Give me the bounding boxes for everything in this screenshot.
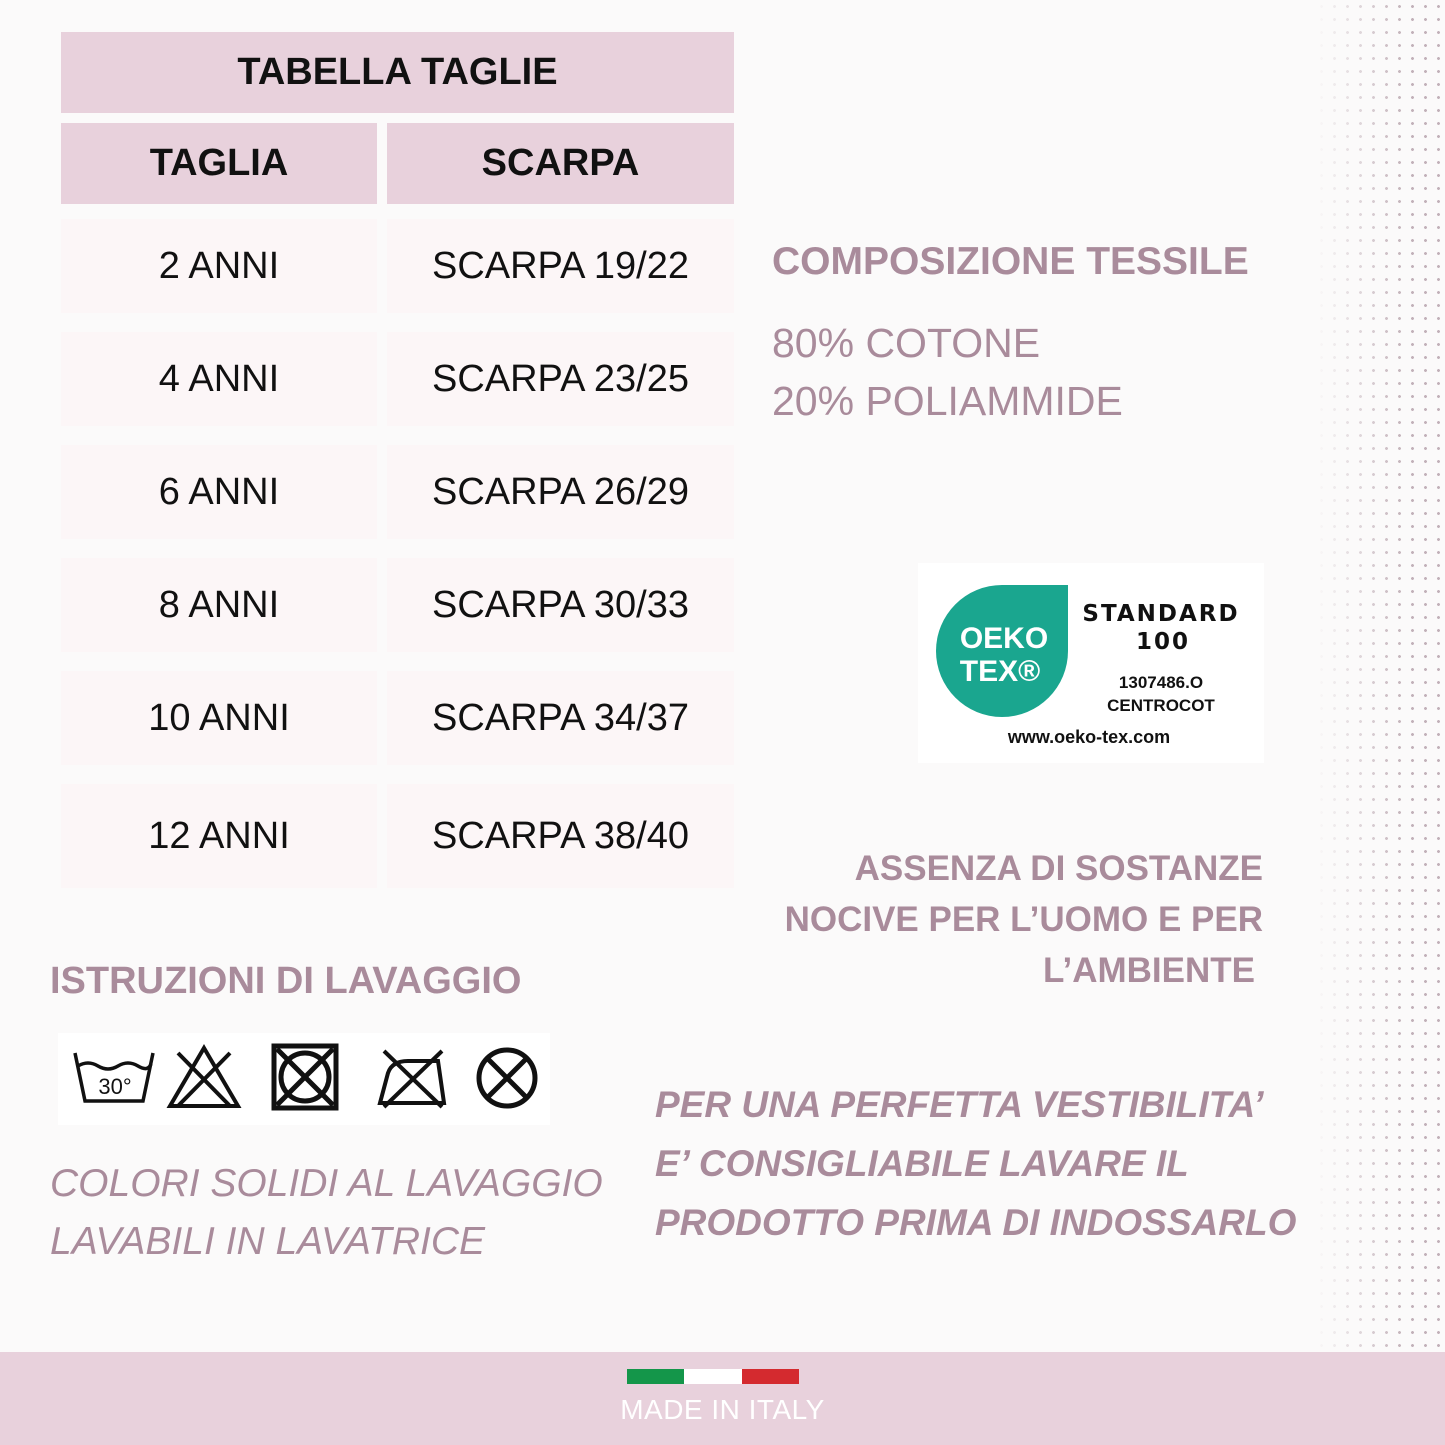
italian-flag-icon — [627, 1369, 799, 1384]
oeko-certificate-number: 1307486.O — [1118, 673, 1204, 692]
oeko-standard-number: 100 — [1135, 629, 1191, 655]
oeko-logo-text-1: OEKO — [959, 622, 1049, 655]
table-cell-size: 12 ANNI — [61, 784, 377, 888]
oeko-standard-text: STANDARD — [1082, 601, 1240, 627]
statement-line: ASSENZA DI SOSTANZE — [854, 849, 1263, 888]
table-cell-shoe: SCARPA 34/37 — [387, 671, 734, 765]
fit-advice-line: PRODOTTO PRIMA DI INDOSSARLO — [655, 1202, 1297, 1243]
harmful-substances-statement — [785, 843, 1263, 996]
composition-line: 80% COTONE — [772, 320, 1041, 366]
column-header-shoe: SCARPA — [387, 123, 734, 204]
washing-note: LAVABILI IN LAVATRICE — [50, 1220, 485, 1263]
washing-note: COLORI SOLIDI AL LAVAGGIO — [50, 1162, 603, 1205]
made-in-italy-label: MADE IN ITALY — [620, 1394, 825, 1425]
table-cell-shoe: SCARPA 30/33 — [387, 558, 734, 652]
statement-line: NOCIVE PER L’UOMO E PER — [784, 900, 1263, 939]
table-cell-shoe: SCARPA 26/29 — [387, 445, 734, 539]
table-cell-size: 6 ANNI — [61, 445, 377, 539]
oeko-url: www.oeko-tex.com — [1007, 727, 1171, 747]
washing-title: ISTRUZIONI DI LAVAGGIO — [50, 960, 522, 1002]
table-cell-size: 2 ANNI — [61, 219, 377, 313]
no-dry-clean-icon — [479, 1050, 535, 1106]
table-cell-shoe: SCARPA 23/25 — [387, 332, 734, 426]
fit-advice — [655, 1075, 1296, 1252]
no-tumble-dry-icon — [274, 1046, 336, 1108]
care-symbols — [58, 1033, 550, 1125]
size-table-title: TABELLA TAGLIE — [61, 32, 734, 113]
table-cell-size: 10 ANNI — [61, 671, 377, 765]
oeko-tex-logo — [918, 563, 1264, 763]
no-bleach-icon — [170, 1048, 238, 1106]
dot-pattern-decoration — [1315, 0, 1445, 1445]
oeko-logo-text-2: TEX® — [959, 655, 1041, 688]
oeko-institute: CENTROCOT — [1107, 696, 1215, 715]
composition-title: COMPOSIZIONE TESSILE — [772, 240, 1249, 283]
table-cell-size: 8 ANNI — [61, 558, 377, 652]
table-cell-size: 4 ANNI — [61, 332, 377, 426]
statement-line: L’AMBIENTE — [1043, 951, 1255, 990]
fit-advice-line: PER UNA PERFETTA VESTIBILITA’ — [655, 1084, 1264, 1125]
no-iron-icon — [380, 1051, 444, 1107]
composition-line: 20% POLIAMMIDE — [772, 378, 1123, 424]
oeko-tex-badge — [918, 563, 1264, 763]
svg-text:30°: 30° — [98, 1074, 132, 1099]
table-cell-shoe: SCARPA 38/40 — [387, 784, 734, 888]
wash-30-icon — [75, 1053, 153, 1101]
table-cell-shoe: SCARPA 19/22 — [387, 219, 734, 313]
column-header-size: TAGLIA — [61, 123, 377, 204]
fit-advice-line: E’ CONSIGLIABILE LAVARE IL — [655, 1143, 1189, 1184]
